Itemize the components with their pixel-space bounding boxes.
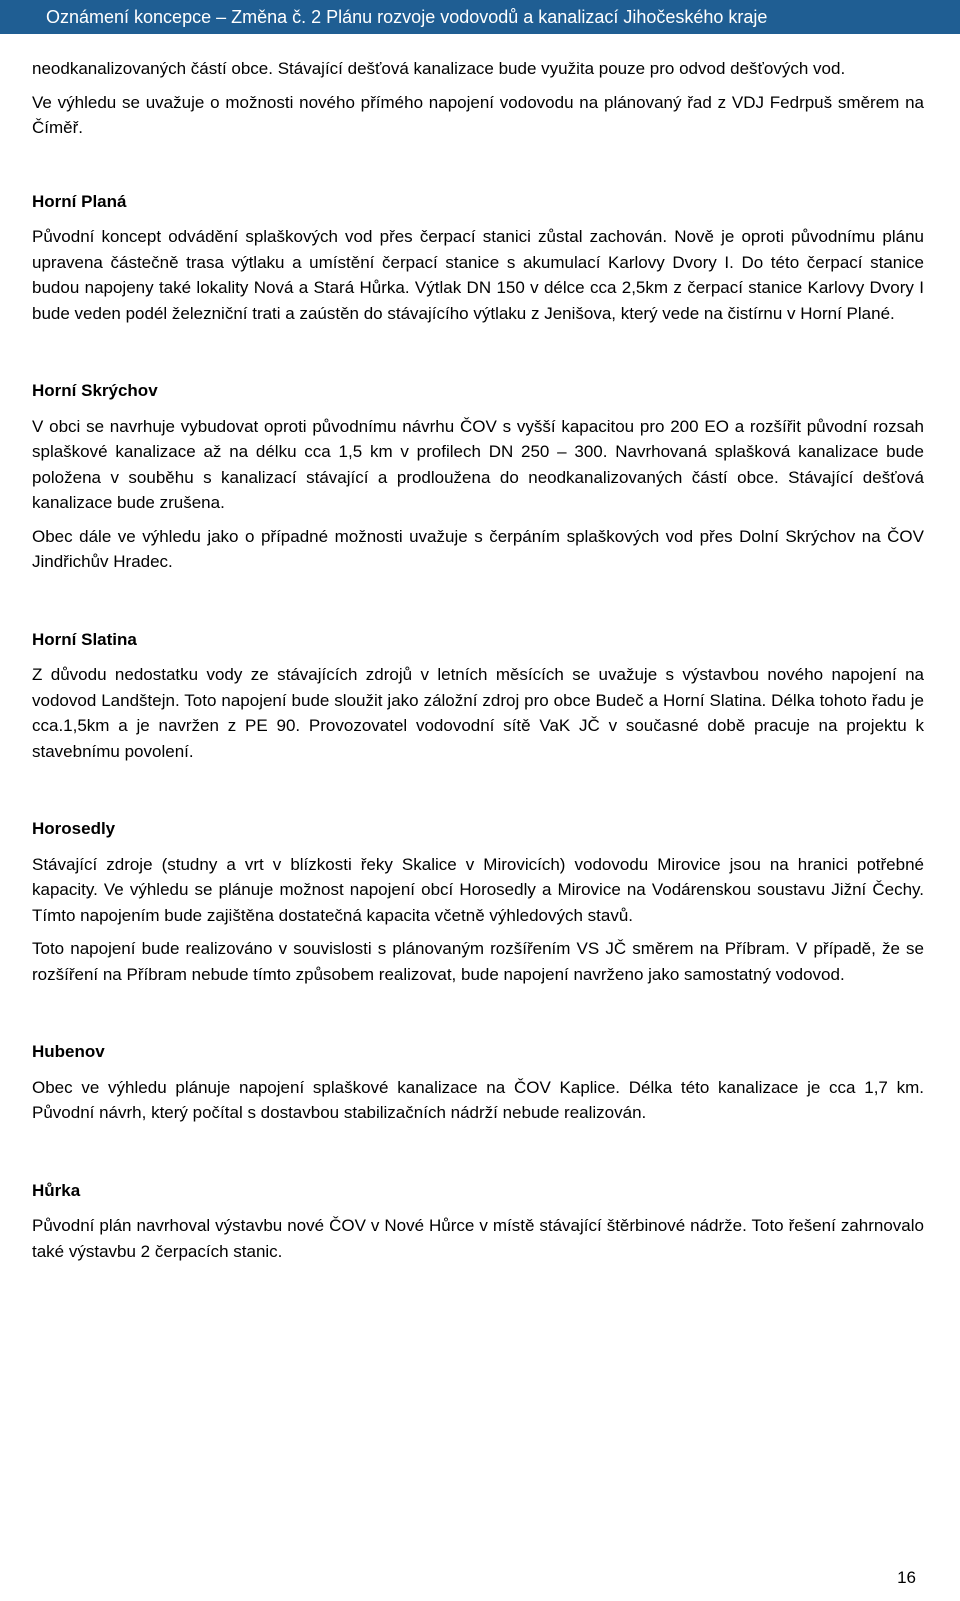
section-paragraph: Obec ve výhledu plánuje napojení splaškové kanalizace na ČOV Kaplice. Délka této kanalizace je cca 1,7 km. Původní návrh, který počítal s dostavbou stabilizačních nádrží nebude realizován. [32, 1077, 924, 1122]
section-paragraph: Obec dále ve výhledu jako o případné možnosti uvažuje s čerpáním splaškových vod přes Dolní Skrýchov na ČOV Jindřichův Hradec. [32, 526, 924, 571]
section-heading-hurka: Hůrka [32, 1180, 81, 1200]
section-paragraph: V obci se navrhuje vybudovat oproti původnímu návrhu ČOV s vyšší kapacitou pro 200 EO a rozšířit původní rozsah splaškové kanalizace až na délku cca 1,5 km v profilech DN 250 – 300. Navrhovaná splašková kanalizace bude položena v souběhu s kanalizací stávající a prodloužena do neodkanalizovaných částí obce. Stávající dešťová kanalizace bude zrušena. [32, 416, 924, 512]
page-number: 16 [897, 1568, 916, 1587]
section-paragraph: Původní plán navrhoval výstavbu nové ČOV v Nové Hůrce v místě stávající štěrbinové nádrže. Toto řešení zahrnovalo také výstavbu 2 čerpacích stanic. [32, 1216, 924, 1261]
section-heading-hubenov: Hubenov [32, 1042, 105, 1061]
section-paragraph: Z důvodu nedostatku vody ze stávajících zdrojů v letních měsících se uvažuje s výstavbou nového napojení na vodovod Landštejn. Toto napojení bude sloužit jako záložní zdroj pro obce Budeč a Horní Slatina. Délka tohoto řadu je cca.1,5km a je navržen z PE 90. Provozovatel vodovodní sítě VaK JČ v současné době pracuje na projektu k stavebnímu povolení. [32, 665, 924, 761]
section-paragraph: Původní koncept odvádění splaškových vod přes čerpací stanici zůstal zachován. Nově je oproti původnímu plánu upravena částečně trasa výtlaku a umístění čerpací stanice s akumulací Karlovy Dvory I. Do této čerpací stanice budou napojeny také lokality Nová a Stará Hůrka. Výtlak DN 150 v délce cca 2,5km z čerpací stanice Karlovy Dvory I bude veden podél železniční trati a zaústěn do stávajícího výtlaku z Jenišova, který vede na čistírnu v Horní Plané. [32, 227, 924, 323]
section-paragraph: Stávající zdroje (studny a vrt v blízkosti řeky Skalice v Mirovicích) vodovodu Mirovice jsou na hranici potřebné kapacity. Ve výhledu se plánuje možnost napojení obcí Horosedly a Mirovice na Vodárenskou soustavu Jižní Čechy. Tímto napojením bude zajištěna dostatečná kapacita včetně výhledových stavů. [32, 854, 924, 925]
intro-paragraph-2: Ve výhledu se uvažuje o možnosti nového přímého napojení vodovodu na plánovaný řad z VDJ Fedrpuš směrem na Číměř. [32, 92, 924, 137]
document-body [32, 56, 924, 1272]
section-heading-horni-slatina: Horní Slatina [32, 629, 137, 649]
document-header: Oznámení koncepce – Změna č. 2 Plánu rozvoje vodovodů a kanalizací Jihočeského kraje [0, 0, 960, 34]
section-paragraph: Toto napojení bude realizováno v souvislosti s plánovaným rozšířením VS JČ směrem na Příbram. V případě, že se rozšíření na Příbram nebude tímto způsobem realizovat, bude napojení navrženo jako samostatný vodovod. [32, 939, 924, 984]
intro-paragraph-1: neodkanalizovaných částí obce. Stávající dešťová kanalizace bude využita pouze pro odvod dešťových vod. [32, 59, 846, 78]
section-heading-horosedly: Horosedly [32, 819, 116, 838]
section-heading-horni-skrychov: Horní Skrýchov [32, 381, 158, 400]
section-heading-horni-plana: Horní Planá [32, 191, 127, 211]
